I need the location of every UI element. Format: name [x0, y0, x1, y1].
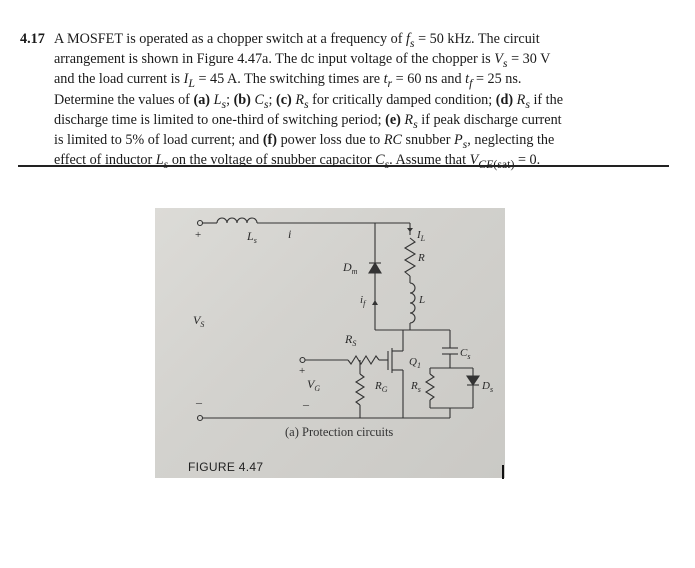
- problem-line-5: discharge time is limited to one-third of switching period; (e) $R_s$ if peak discharge current: [54, 111, 562, 131]
- il-arrow: [407, 228, 413, 232]
- cs-capacitor: [442, 348, 458, 354]
- ls-label: $L_s$: [247, 229, 257, 245]
- plus-gate-label: +: [299, 365, 306, 377]
- figure-caption: (a) Protection circuits: [285, 425, 394, 439]
- input-terminal-bottom: [198, 416, 203, 421]
- minus-bottom-label: –: [196, 395, 202, 409]
- gate-terminal: [300, 358, 305, 363]
- i-label: i: [288, 227, 292, 241]
- r-label: R: [418, 252, 425, 264]
- dm-diode: [369, 260, 381, 283]
- q1-label: $Q_1$: [409, 356, 421, 370]
- vg-label: $V_G$: [307, 377, 321, 393]
- problem-number: 4.17: [20, 31, 45, 47]
- section-divider: [18, 165, 669, 167]
- rs-gate-resistor: [348, 356, 379, 364]
- ds-label: $D_s$: [482, 380, 494, 394]
- problem-statement: [20, 31, 670, 173]
- plus-top-label: +: [195, 229, 202, 241]
- rs-snubber-resistor: [426, 374, 434, 400]
- problem-line-2: arrangement is shown in Figure 4.47a. The dc input voltage of the chopper is $V_s = 30$ V: [54, 51, 551, 71]
- rg-resistor: [356, 374, 364, 405]
- cs-label: $C_s$: [460, 347, 471, 361]
- figure-label: FIGURE 4.47: [188, 460, 264, 474]
- l-label: L: [419, 294, 426, 306]
- rs-gate-label: $R_S$: [345, 332, 357, 348]
- q1-mosfet: [388, 348, 403, 373]
- problem-line-3: and the load current is $I_L = 45$ A. The switching times are $t_r = 60$ ns and $t_f = 25$ ns.: [54, 71, 522, 91]
- problem-line-4: Determine the values of (a) $L_s$; (b) $C_s$; (c) $R_s$ for critically damped condition; (d) $R_s$ if the: [54, 91, 564, 111]
- load-inductor: [410, 283, 415, 323]
- rg-label: $R_G$: [375, 380, 388, 394]
- input-terminal-top: [198, 221, 203, 226]
- if-label: $i_f$: [360, 294, 366, 308]
- ls-inductor: [217, 218, 257, 223]
- ds-diode: [467, 376, 479, 385]
- il-label: $I_L$: [417, 229, 426, 243]
- problem-line-7: effect of inductor $L_s$ on the voltage of snubber capacitor $C_s$. Assume that $V_{CE(sat)} = 0$.: [54, 152, 541, 172]
- problem-line-1: 4.17 A MOSFET is operated as a chopper switch at a frequency of $f_s = 50$ kHz. The circuit: [20, 31, 540, 50]
- dm-label: $D_m$: [343, 260, 358, 276]
- rs-snubber-label: $R_s$: [411, 380, 421, 394]
- minus-gate-label: –: [303, 397, 309, 411]
- load-resistor: [405, 238, 415, 276]
- problem-line-6: is limited to 5% of load current; and (f) power loss due to RC snubber $P_s$, neglecting the: [54, 132, 555, 151]
- vs-label: $V_S$: [193, 313, 205, 329]
- if-arrow: [372, 300, 378, 305]
